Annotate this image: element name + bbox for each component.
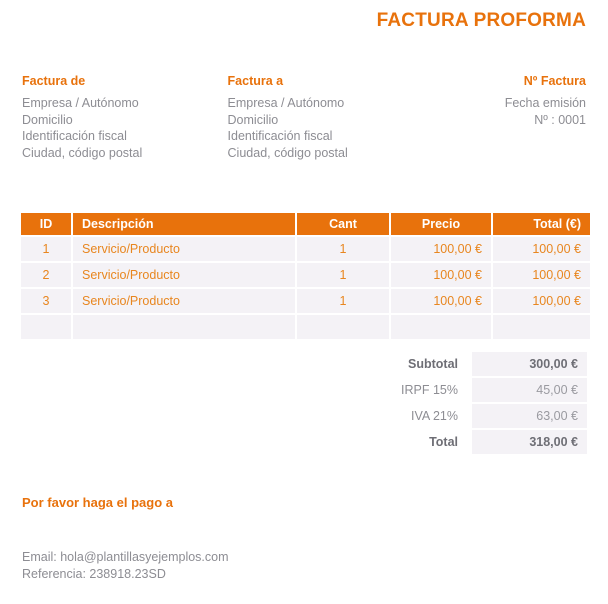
invoice-from-line: Ciudad, código postal — [22, 145, 143, 160]
cell-id: 3 — [21, 289, 71, 313]
table-row-empty[interactable] — [21, 315, 590, 339]
cell-qty: 1 — [297, 263, 389, 287]
cell-description: Servicio/Producto — [73, 237, 295, 261]
cell-description: Servicio/Producto — [73, 263, 295, 287]
payment-heading: Por favor haga el pago a — [22, 495, 173, 510]
totals-row-irpf — [349, 378, 587, 402]
page-title: FACTURA PROFORMA — [376, 10, 586, 31]
invoice-number-value: Nº : 0001 — [534, 112, 587, 127]
totals-row-total — [349, 430, 587, 454]
invoice-from-heading: Factura de — [22, 74, 86, 88]
column-header-total: Total (€) — [493, 213, 590, 235]
totals-row-subtotal — [349, 352, 587, 376]
invoice-from-line: Identificación fiscal — [22, 129, 127, 143]
cell-id — [21, 315, 71, 339]
invoice-to-line: Ciudad, código postal — [227, 145, 348, 160]
cell-total: 100,00 € — [493, 289, 590, 313]
column-header-id: ID — [21, 213, 71, 235]
invoice-number-heading: Nº Factura — [523, 74, 587, 88]
cell-id: 2 — [21, 263, 71, 287]
totals-table — [347, 350, 589, 456]
cell-qty — [297, 315, 389, 339]
totals-value-iva: 63,00 € — [472, 404, 587, 428]
cell-price: 100,00 € — [391, 289, 491, 313]
invoice-to-line: Domicilio — [227, 112, 279, 127]
table-header-row — [21, 213, 590, 235]
column-header-price: Precio — [391, 213, 491, 235]
table-row[interactable] — [21, 289, 590, 313]
cell-id: 1 — [21, 237, 71, 261]
cell-description — [73, 315, 295, 339]
invoice-to-block — [228, 74, 434, 161]
cell-qty: 1 — [297, 289, 389, 313]
cell-price: 100,00 € — [391, 237, 491, 261]
totals-value-subtotal: 300,00 € — [472, 352, 587, 376]
invoice-meta-block — [433, 74, 586, 161]
invoice-from-block — [22, 74, 228, 161]
invoice-issue-date: Fecha emisión — [504, 96, 587, 110]
cell-total: 100,00 € — [493, 263, 590, 287]
line-items-table — [19, 211, 592, 341]
invoice-to-heading: Factura a — [227, 74, 284, 88]
cell-price — [391, 315, 491, 339]
totals-label-irpf: IRPF 15% — [349, 378, 470, 402]
invoice-from-line: Empresa / Autónomo — [22, 96, 139, 110]
totals-label-iva: IVA 21% — [349, 404, 470, 428]
cell-qty: 1 — [297, 237, 389, 261]
totals-value-irpf: 45,00 € — [472, 378, 587, 402]
payment-email: Email: hola@plantillasyejemplos.com — [22, 550, 229, 564]
payment-details — [22, 549, 229, 583]
invoice-to-line: Identificación fiscal — [227, 129, 333, 143]
totals-label-subtotal: Subtotal — [349, 352, 470, 376]
totals-value-total: 318,00 € — [472, 430, 587, 454]
parties-block — [22, 74, 586, 161]
table-row[interactable] — [21, 237, 590, 261]
payment-reference: Referencia: 238918.23SD — [22, 567, 166, 581]
invoice-from-line: Domicilio — [22, 112, 73, 127]
cell-description: Servicio/Producto — [73, 289, 295, 313]
cell-price: 100,00 € — [391, 263, 491, 287]
invoice-to-line: Empresa / Autónomo — [227, 96, 345, 110]
column-header-qty: Cant — [297, 213, 389, 235]
table-row[interactable] — [21, 263, 590, 287]
cell-total — [493, 315, 590, 339]
totals-label-total: Total — [349, 430, 470, 454]
totals-row-iva — [349, 404, 587, 428]
cell-total: 100,00 € — [493, 237, 590, 261]
column-header-description: Descripción — [73, 213, 295, 235]
